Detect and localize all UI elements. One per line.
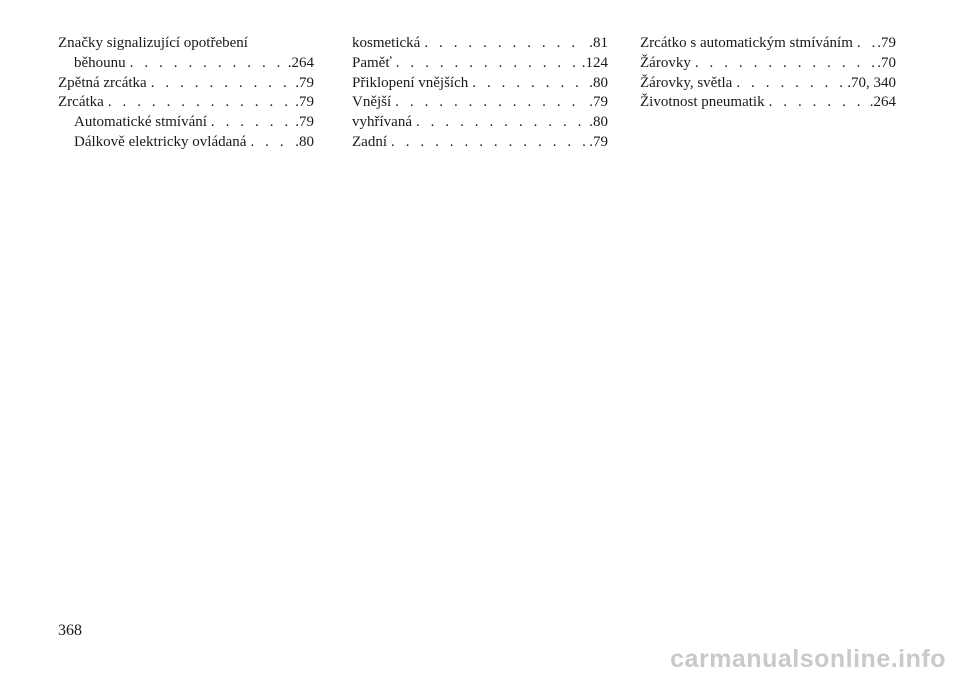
dot-leader (391, 133, 587, 153)
entry-page: .70 (877, 54, 896, 71)
dot-leader (857, 34, 875, 54)
entry-page: .81 (589, 35, 608, 51)
dot-leader (395, 93, 587, 113)
dot-leader (424, 34, 587, 54)
entry-label: Zrcátko s automatickým stmíváním (640, 35, 853, 51)
entry-page: .79 (589, 94, 608, 111)
entry-page: .80 (295, 133, 314, 150)
entry-label: kosmetická (352, 35, 421, 51)
index-entry (352, 34, 608, 54)
dot-leader (130, 54, 286, 74)
index-entry (352, 54, 608, 74)
entry-label: Žárovky, světla (640, 74, 733, 91)
index-entry (58, 54, 314, 74)
dot-leader (695, 54, 875, 74)
index-entry (640, 74, 896, 94)
dot-leader (396, 54, 580, 74)
entry-label: Značky signalizující opotřebení (58, 35, 248, 51)
entry-label: Automatické stmívání (74, 114, 207, 131)
dot-leader (736, 74, 845, 94)
entry-label: Zpětná zrcátka (58, 74, 147, 91)
entry-label: Přiklopení vnějších (352, 74, 469, 91)
index-entry (352, 74, 608, 94)
entry-page: .80 (589, 74, 608, 91)
entry-label: Vnější (352, 94, 392, 111)
index-entry (58, 113, 314, 133)
entry-page: .264 (287, 54, 314, 71)
index-entry (58, 74, 314, 94)
entry-page: .79 (295, 94, 314, 111)
entry-label: Životnost pneumatik (640, 94, 765, 111)
page-number: 368 (58, 622, 82, 639)
index-entry (352, 93, 608, 113)
dot-leader (416, 113, 587, 133)
index-column-1 (58, 34, 314, 153)
index-column-2 (352, 34, 608, 153)
entry-page: .79 (877, 35, 896, 51)
index-column-3 (640, 34, 896, 113)
entry-label: běhounu (74, 54, 126, 71)
dot-leader (151, 74, 294, 94)
entry-label: Žárovky (640, 54, 691, 71)
dot-leader (108, 93, 293, 113)
entry-page: .79 (589, 133, 608, 150)
entry-page: .264 (869, 94, 896, 111)
dot-leader (472, 74, 587, 94)
index-entry (352, 133, 608, 153)
entry-label: vyhřívaná (352, 114, 412, 131)
entry-page: .124 (581, 54, 608, 71)
entry-label: Paměť (352, 54, 392, 71)
dot-leader (769, 93, 868, 113)
entry-page: .80 (589, 114, 608, 131)
index-entry (58, 93, 314, 113)
index-entry (352, 113, 608, 133)
index-entry (58, 133, 314, 153)
index-entry (640, 54, 896, 74)
entry-label: Zrcátka (58, 94, 104, 111)
entry-page: .79 (295, 114, 314, 131)
entry-page: .79 (295, 74, 314, 91)
watermark: carmanualsonline.info (670, 645, 946, 673)
entry-page: .70, 340 (847, 74, 896, 91)
dot-leader (211, 113, 293, 133)
index-entry (640, 93, 896, 113)
dot-leader (250, 133, 293, 153)
index-entry (640, 34, 896, 54)
entry-label: Dálkově elektricky ovládaná (74, 133, 247, 150)
index-entry (58, 34, 314, 54)
entry-label: Zadní (352, 133, 387, 150)
